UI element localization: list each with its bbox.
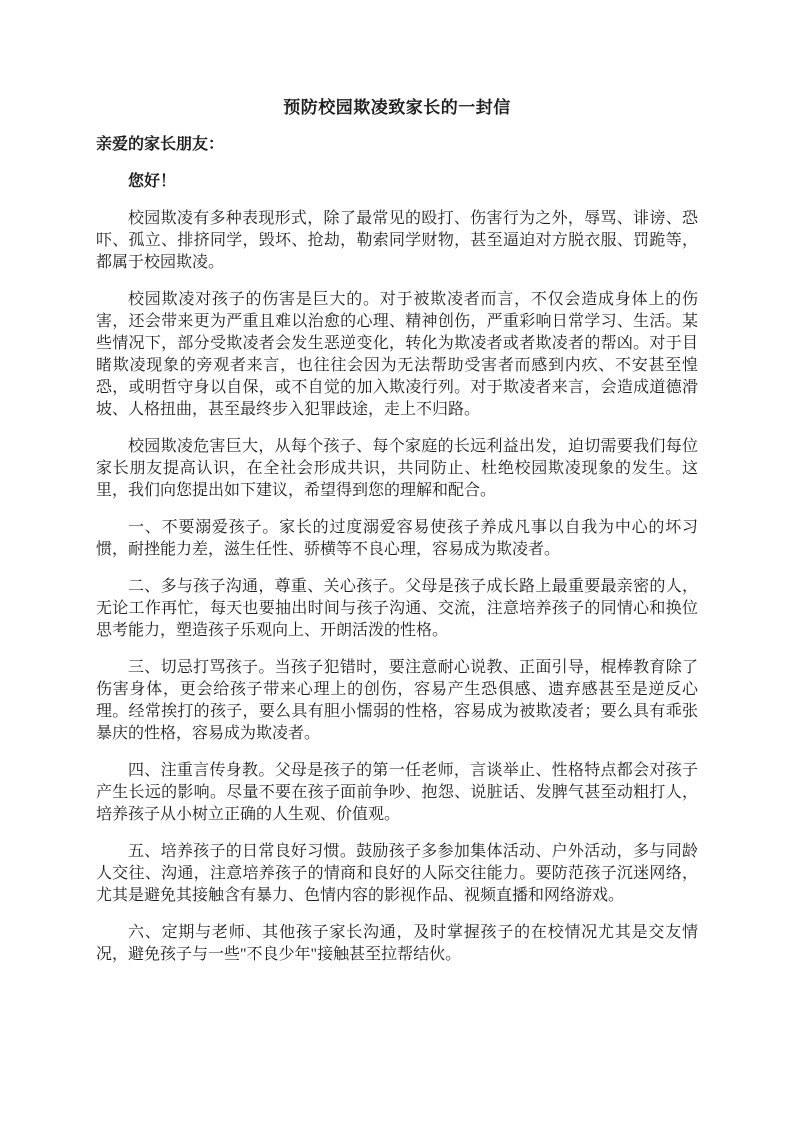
paragraph-bullying-forms: 校园欺凌有多种表现形式，除了最常见的殴打、伤害行为之外，辱骂、诽谤、恐吓、孤立、排挤同学，毁坏、抢劫，勒索同学财物，甚至逼迫对方脱衣服、罚跪等，都属于校园欺凌。 — [96, 210, 698, 271]
paragraph-advice-5: 五、培养孩子的日常良好习惯。鼓励孩子多参加集体活动、户外活动，多与同龄人交往、沟通，注意培养孩子的情商和良好的人际交往能力。要防范孩子沉迷网络，尤其是避免其接触含有暴力、色情内容的影视作品、视频直播和网络游戏。 — [96, 843, 698, 904]
paragraph-advice-2: 二、多与孩子沟通，尊重、关心孩子。父母是孩子成长路上最重要最亲密的人，无论工作再忙，每天也要抽出时间与孩子沟通、交流，注意培养孩子的同情心和换位思考能力，塑造孩子乐观向上、开朗活泼的性格。 — [96, 578, 698, 639]
paragraph-advice-6: 六、定期与老师、其他孩子家长沟通，及时掌握孩子的在校情况尤其是交友情况，避免孩子与一些"不良少年"接触甚至拉帮结伙。 — [96, 924, 698, 963]
paragraph-bullying-harm: 校园欺凌对孩子的伤害是巨大的。对于被欺凌者而言，不仅会造成身体上的伤害，还会带来更为严重且难以治愈的心理、精神创伤，严重彩响日常学习、生活。某些情况下，部分受欺凌者会发生恶逆变化，转化为欺凌者或者欺凌者的帮凶。对于目睹欺凌现象的旁观者来言，也往往会因为无法帮助受害者而感到内疚、不安甚至惶恐，或明哲守身以自保，或不自觉的加入欺凌行列。对于欺凌者来言，会造成道德滑坡、人格扭曲，甚至最终步入犯罪歧途，走上不归路。 — [96, 291, 698, 418]
greeting: 您好！ — [128, 173, 177, 190]
salutation: 亲爱的家长朋友： — [96, 136, 225, 153]
document-title: 预防校园欺凌致家长的一封信 — [283, 98, 511, 117]
paragraph-advice-1: 一、不要溺爱孩子。家长的过度溺爱容易使孩子养成凡事以自我为中心的坏习惯，耐挫能力差，滋生任性、骄横等不良心理，容易成为欺凌者。 — [96, 519, 698, 558]
paragraph-call-to-action: 校园欺凌危害巨大，从每个孩子、每个家庭的长远利益出发，迫切需要我们每位家长朋友提高认识，在全社会形成共识，共同防止、杜绝校园欺凌现象的发生。这里，我们向您提出如下建议，希望得到您的理解和配合。 — [96, 438, 698, 499]
paragraph-advice-3: 三、切忌打骂孩子。当孩子犯错时，要注意耐心说教、正面引导，棍棒教育除了伤害身体，更会给孩子带来心理上的创伤，容易产生恐俱感、遗弃感甚至是逆反心理。经常挨打的孩子，要么具有胆小懦弱的性格，容易成为被欺凌者；要么具有乖张暴庆的性格，容易成为欺凌者。 — [96, 659, 698, 742]
paragraph-advice-4: 四、注重言传身教。父母是孩子的第一任老师，言谈举止、性格特点都会对孩子产生长远的影响。尽量不要在孩子面前争吵、抱怨、说脏话、发脾气甚至动粗打人，培养孩子从小树立正确的人生观、价值观。 — [96, 762, 698, 823]
